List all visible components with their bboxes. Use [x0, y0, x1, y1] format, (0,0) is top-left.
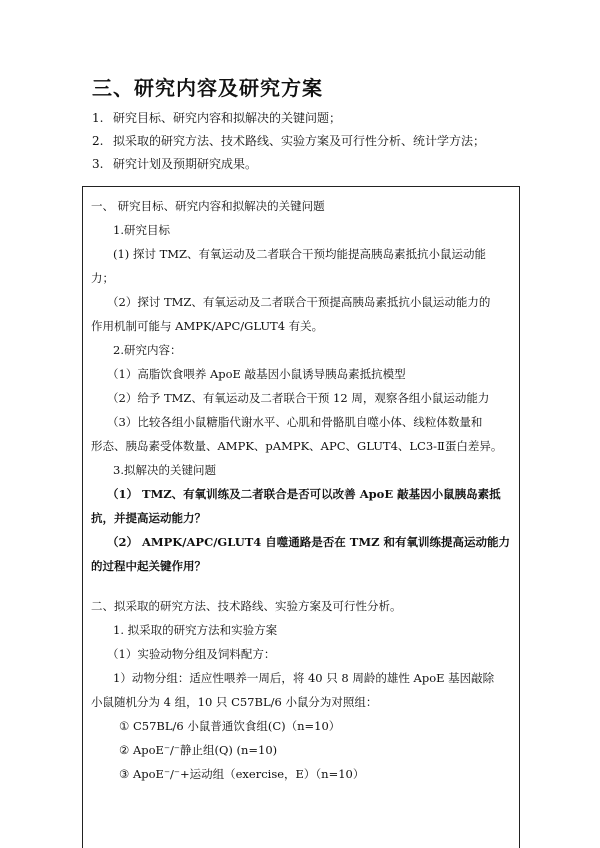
goal-item-cont: 力； [91, 271, 114, 285]
goal-title: 1.研究目标 [113, 223, 170, 237]
intro-text: 研究目标、研究内容和拟解决的关键问题； [113, 111, 342, 125]
intro-number: 2. [92, 134, 104, 148]
content-box [82, 186, 520, 848]
group-item: ① C57BL/6 小鼠普通饮食组(C)（n=10） [119, 719, 341, 733]
content-item-cont: 形态、胰岛素受体数量、AMPK、pAMPK、APC、GLUT4、LC3-Ⅱ蛋白差异。 [91, 439, 503, 453]
key-title: 3.拟解决的关键问题 [113, 463, 216, 477]
content-item: （1）高脂饮食喂养 ApoE 敲基因小鼠诱导胰岛素抵抗模型 [107, 367, 406, 381]
method-subtitle: （1）实验动物分组及饲料配方： [107, 647, 276, 661]
key-question: （2） AMPK/APC/GLUT4 自噬通路是否在 TMZ 和有氧训练提高运动能力 [107, 535, 510, 549]
section-2-heading: 二、拟采取的研究方法、技术路线、实验方案及可行性分析。 [91, 599, 402, 613]
content-item: （2）给予 TMZ、有氧运动及二者联合干预 12 周，观察各组小鼠运动能力 [107, 391, 490, 405]
goal-item: (1) 探讨 TMZ、有氧运动及二者联合干预均能提高胰岛素抵抗小鼠运动能 [113, 247, 487, 261]
key-question-cont: 抗，并提高运动能力？ [91, 511, 206, 525]
content-item: （3）比较各组小鼠糖脂代谢水平、心肌和骨骼肌自噬小体、线粒体数量和 [107, 415, 483, 429]
intro-item [92, 107, 532, 130]
intro-text: 研究计划及预期研究成果。 [113, 157, 258, 171]
section-1-heading: 一、 研究目标、研究内容和拟解决的关键问题 [91, 199, 325, 213]
group-item: ③ ApoE⁻/⁻+运动组（exercise，E）（n=10） [119, 767, 365, 781]
key-question: （1） TMZ、有氧训练及二者联合是否可以改善 ApoE 敲基因小鼠胰岛素抵 [107, 487, 501, 501]
method-title: 1. 拟采取的研究方法和实验方案 [113, 623, 278, 637]
goal-item: （2）探讨 TMZ、有氧运动及二者联合干预提高胰岛素抵抗小鼠运动能力的 [107, 295, 491, 309]
intro-item [92, 130, 532, 153]
intro-number: 1. [92, 111, 104, 125]
page-title: 三、研究内容及研究方案 [92, 76, 323, 100]
content-title: 2.研究内容： [113, 343, 182, 357]
group-description: 1）动物分组：适应性喂养一周后，将 40 只 8 周龄的雄性 ApoE 基因敲除 [113, 671, 495, 685]
intro-list [92, 107, 532, 176]
goal-item-cont: 作用机制可能与 AMPK/APC/GLUT4 有关。 [91, 319, 324, 333]
key-question-cont: 的过程中起关键作用？ [91, 559, 206, 573]
group-description-cont: 小鼠随机分为 4 组，10 只 C57BL/6 小鼠分为对照组： [91, 695, 378, 709]
intro-item [92, 153, 532, 176]
group-item: ② ApoE⁻/⁻静止组(Q) (n=10) [119, 743, 278, 757]
intro-text: 拟采取的研究方法、技术路线、实验方案及可行性分析、统计学方法； [113, 134, 486, 148]
intro-number: 3. [92, 157, 104, 171]
